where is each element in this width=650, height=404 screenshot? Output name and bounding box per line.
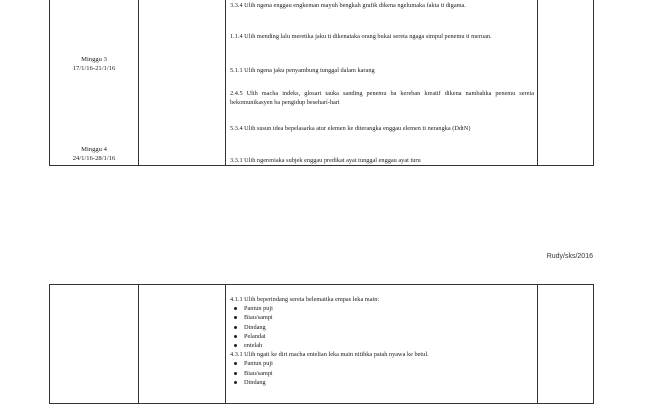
list-item: Biau/sampi: [230, 369, 534, 378]
week-label: Minggu 3: [81, 56, 107, 63]
lesson-plan-table-top: [49, 0, 594, 166]
list-item: Dindang: [230, 323, 534, 332]
list-item: Pelandai: [230, 332, 534, 341]
section-lead: 4.1.1 Ulih beperindang sereta belematika empas leka main:: [230, 296, 380, 303]
week-cell: [50, 146, 138, 163]
week-dates: 17/1/16-21/1/16: [72, 64, 116, 72]
standard-section: [230, 295, 534, 387]
list-item: Biau/sampi: [230, 313, 534, 322]
column-divider: [537, 0, 538, 165]
column-divider: [138, 285, 139, 403]
column-divider: [225, 0, 226, 165]
lesson-plan-table-bottom: [49, 284, 594, 404]
bullet-list: [230, 304, 534, 350]
column-divider: [225, 285, 226, 403]
standard-item: 3.3.4 Ulih ngena enggau engkeman mayuh bengkah grafik dikena ngelumaka fakta ti digama.: [230, 2, 466, 9]
column-divider: [537, 285, 538, 403]
week-label: Minggu 4: [81, 146, 107, 153]
page-footer: Rudy/sks/2016: [546, 253, 593, 260]
week-dates: 24/1/16-28/1/16: [72, 154, 116, 162]
list-item: entelah: [230, 341, 534, 350]
list-item: Dindang: [230, 378, 534, 387]
standard-item: 5.1.1 Ulih ngena jaku penyambung tunggal dalam karang: [230, 67, 375, 74]
section-lead: 4.3.1 Ulih ngati ke diri macha entelian leka main nitihka patah nyawa ke betul.: [230, 351, 429, 359]
standard-item: 5.3.4 Ulih susun idea bepelasarka atur elemen ke diterangka enggau elemen ti nerangka (DdtN): [230, 125, 471, 132]
week-cell: [50, 56, 138, 73]
bullet-list: [230, 359, 534, 387]
standard-item: 3.3.1 Ulih ngereniaka subjek enggau predikat ayat tunggal enggau ayat turu: [230, 157, 421, 164]
column-divider: [138, 0, 139, 165]
standard-item: 2.4.5 Ulih macha indeks, glosari tauka sanding penemu ba kereban kreatif dikena nambahka penemu sereta bekomunikasyen ba pengidup beseharí-hari: [230, 90, 534, 106]
list-item: Pantun puji: [230, 359, 534, 368]
list-item: Pantun puji: [230, 304, 534, 313]
standard-item: 1.1.4 Ulih mending lalu meretika jaku ti dikenataka orang bukai sereta ngaga simpul penemu ti meruan.: [230, 33, 492, 40]
